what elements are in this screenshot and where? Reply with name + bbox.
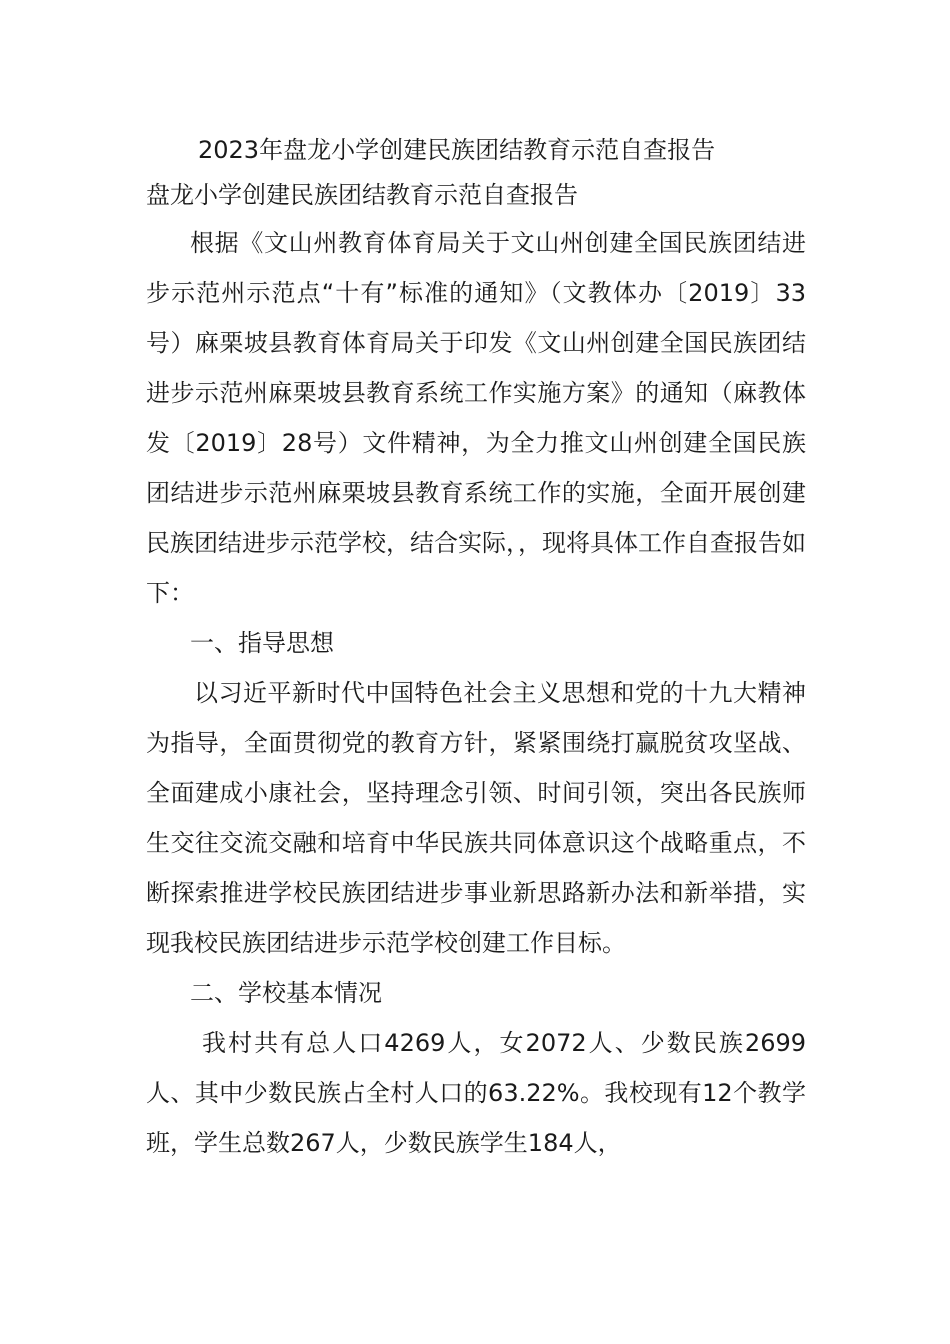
section-heading-school-overview: 二、学校基本情况 <box>190 979 382 1007</box>
section-body-guiding-ideology: 以习近平新时代中国特色社会主义思想和党的十九大精神为指导，全面贯彻党的教育方针，紧紧围绕打赢脱贫攻坚战、全面建成小康社会，坚持理念引领、时间引领，突出各民族师生交往交流交融和培育中华民族共同体意识这个战略重点，不断探索推进学校民族团结进步事业新思路新办法和新举措，实现我校民族团结进步示范学校创建工作目标。 <box>146 679 806 957</box>
section-body-school-overview: 我村共有总人口4269人，女2072人、少数民族2699人、其中少数民族占全村人口的63.22%。我校现有12个教学班，学生总数267人，少数民族学生184人， <box>146 1029 806 1157</box>
intro-paragraph: 根据《文山州教育体育局关于文山州创建全国民族团结进步示范州示范点“十有”标准的通知》（文教体办〔2019〕33号）麻栗坡县教育体育局关于印发《文山州创建全国民族团结进步示范州麻栗坡县教育系统工作实施方案》的通知（麻教体发〔2019〕28号）文件精神，为全力推文山州创建全国民族团结进步示范州麻栗坡县教育系统工作的实施，全面开展创建民族团结进步示范学校，结合实际，，现将具体工作自查报告如下： <box>146 229 806 607</box>
document-title: 2023年盘龙小学创建民族团结教育示范自查报告 <box>198 136 716 164</box>
document-subtitle: 盘龙小学创建民族团结教育示范自查报告 <box>146 181 578 209</box>
section-heading-guiding-ideology: 一、指导思想 <box>190 629 334 657</box>
document-body <box>146 128 806 1168</box>
